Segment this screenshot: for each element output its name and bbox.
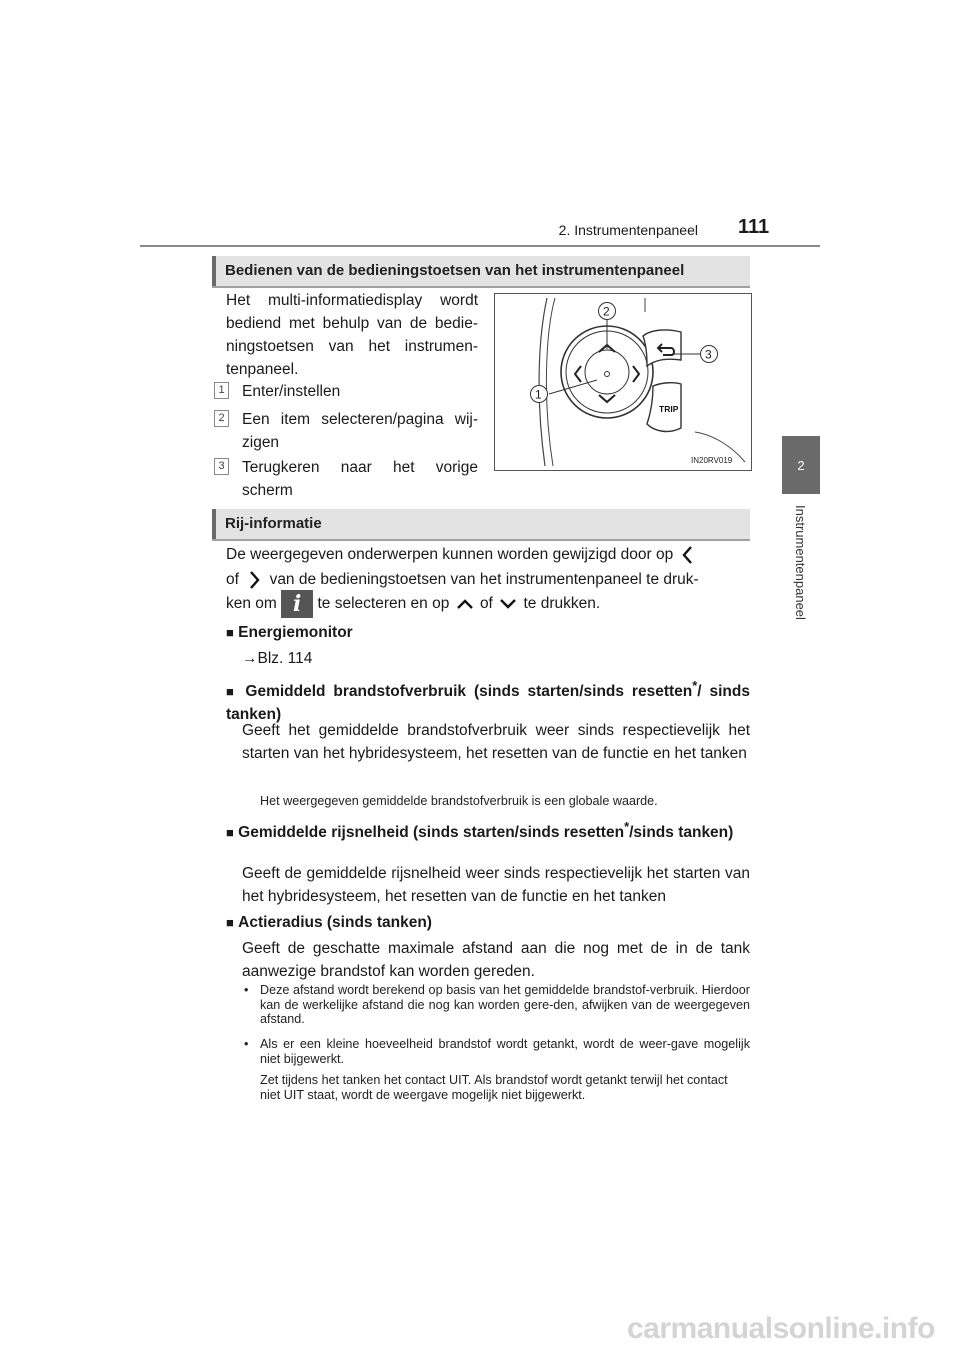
item-number-badge: 2	[214, 410, 229, 427]
section2-intro-line1: De weergegeven onderwerpen kunnen worden gewijzigd door op	[226, 543, 750, 566]
chapter-tab-label: Instrumentenpaneel	[793, 505, 808, 620]
svg-text:1: 1	[535, 387, 542, 402]
item-back: Terugkeren naar het vorige scherm	[242, 459, 478, 499]
watermark: carmanualsonline.info	[627, 1312, 935, 1345]
chevron-left-icon	[678, 544, 698, 566]
chapter-tab: 2	[782, 436, 820, 494]
svg-text:3: 3	[705, 347, 712, 362]
item-avg-fuel: ■ Gemiddeld brandstofverbruik (sinds starten/sinds resetten*/ sinds tanken)	[226, 678, 750, 724]
chevron-up-icon	[454, 597, 476, 611]
svg-text:TRIP: TRIP	[659, 404, 679, 414]
control-switch-diagram	[494, 293, 752, 471]
page-reference-link[interactable]: →Blz. 114	[242, 650, 313, 667]
item-enter-set: Enter/instellen	[242, 383, 341, 400]
section2-intro-line3: ken om i te selecteren en op of te drukken.	[226, 591, 601, 617]
item-avg-speed: ■ Gemiddelde rijsnelheid (sinds starten/sinds resetten*/sinds tanken)	[226, 819, 734, 842]
item-number-badge: 1	[214, 382, 229, 399]
section1-intro: Het multi-informatiedisplay wordt bediend met behulp van de bedie-ningstoetsen van het instrumen-tenpaneel.	[226, 292, 478, 378]
chevron-right-icon	[243, 569, 265, 591]
chevron-down-icon	[497, 597, 519, 611]
running-header-section: 2. Instrumentenpaneel	[558, 222, 698, 238]
section-heading-controls: Bedienen van de bedieningstoetsen van het instrumentenpaneel	[212, 256, 750, 288]
item-avg-fuel-desc: Geeft het gemiddelde brandstofverbruik weer sinds respectievelijk het starten van het hybridesysteem, het resetten van de functie en het tanken	[242, 722, 750, 762]
item-range: ■ Actieradius (sinds tanken)	[226, 914, 432, 931]
page-number: 111	[738, 216, 770, 238]
header-rule	[140, 245, 820, 247]
info-icon: i	[281, 590, 313, 618]
item-select-page: Een item selecteren/pagina wij-zigen	[242, 411, 478, 451]
item-number-badge: 3	[214, 458, 229, 475]
item-range-note-1: • Deze afstand wordt berekend op basis van het gemiddelde brandstof-verbruik. Hierdoor kan de werkelijke afstand die nog kan worden gere-den, afwijken van de weergegeven afstand.	[244, 983, 750, 1026]
section-heading-driving-info: Rij-informatie	[212, 509, 750, 541]
diagram-code: IN20RV019	[691, 456, 733, 465]
item-range-note-2: • Als er een kleine hoeveelheid brandstof wordt getankt, wordt de weer-gave mogelijk niet bijgewerkt.	[244, 1037, 750, 1066]
svg-text:2: 2	[603, 304, 610, 319]
item-avg-speed-desc: Geeft de gemiddelde rijsnelheid weer sinds respectievelijk het starten van het hybridesysteem, het resetten van de functie en het tanken	[242, 865, 750, 905]
item-range-note-3: Zet tijdens het tanken het contact UIT. Als brandstof wordt getankt terwijl het contact niet UIT staat, wordt de weergave mogelijk niet bijgewerkt.	[260, 1073, 728, 1102]
item-energy-monitor: ■ Energiemonitor	[226, 624, 353, 641]
item-avg-fuel-note: Het weergegeven gemiddelde brandstofverbruik is een globale waarde.	[260, 794, 658, 808]
section2-intro-line2: of van de bedieningstoetsen van het instrumentenpaneel te druk-	[226, 568, 750, 591]
item-range-desc: Geeft de geschatte maximale afstand aan die nog met de in de tank aanwezige brandstof kan worden gereden.	[242, 940, 750, 980]
